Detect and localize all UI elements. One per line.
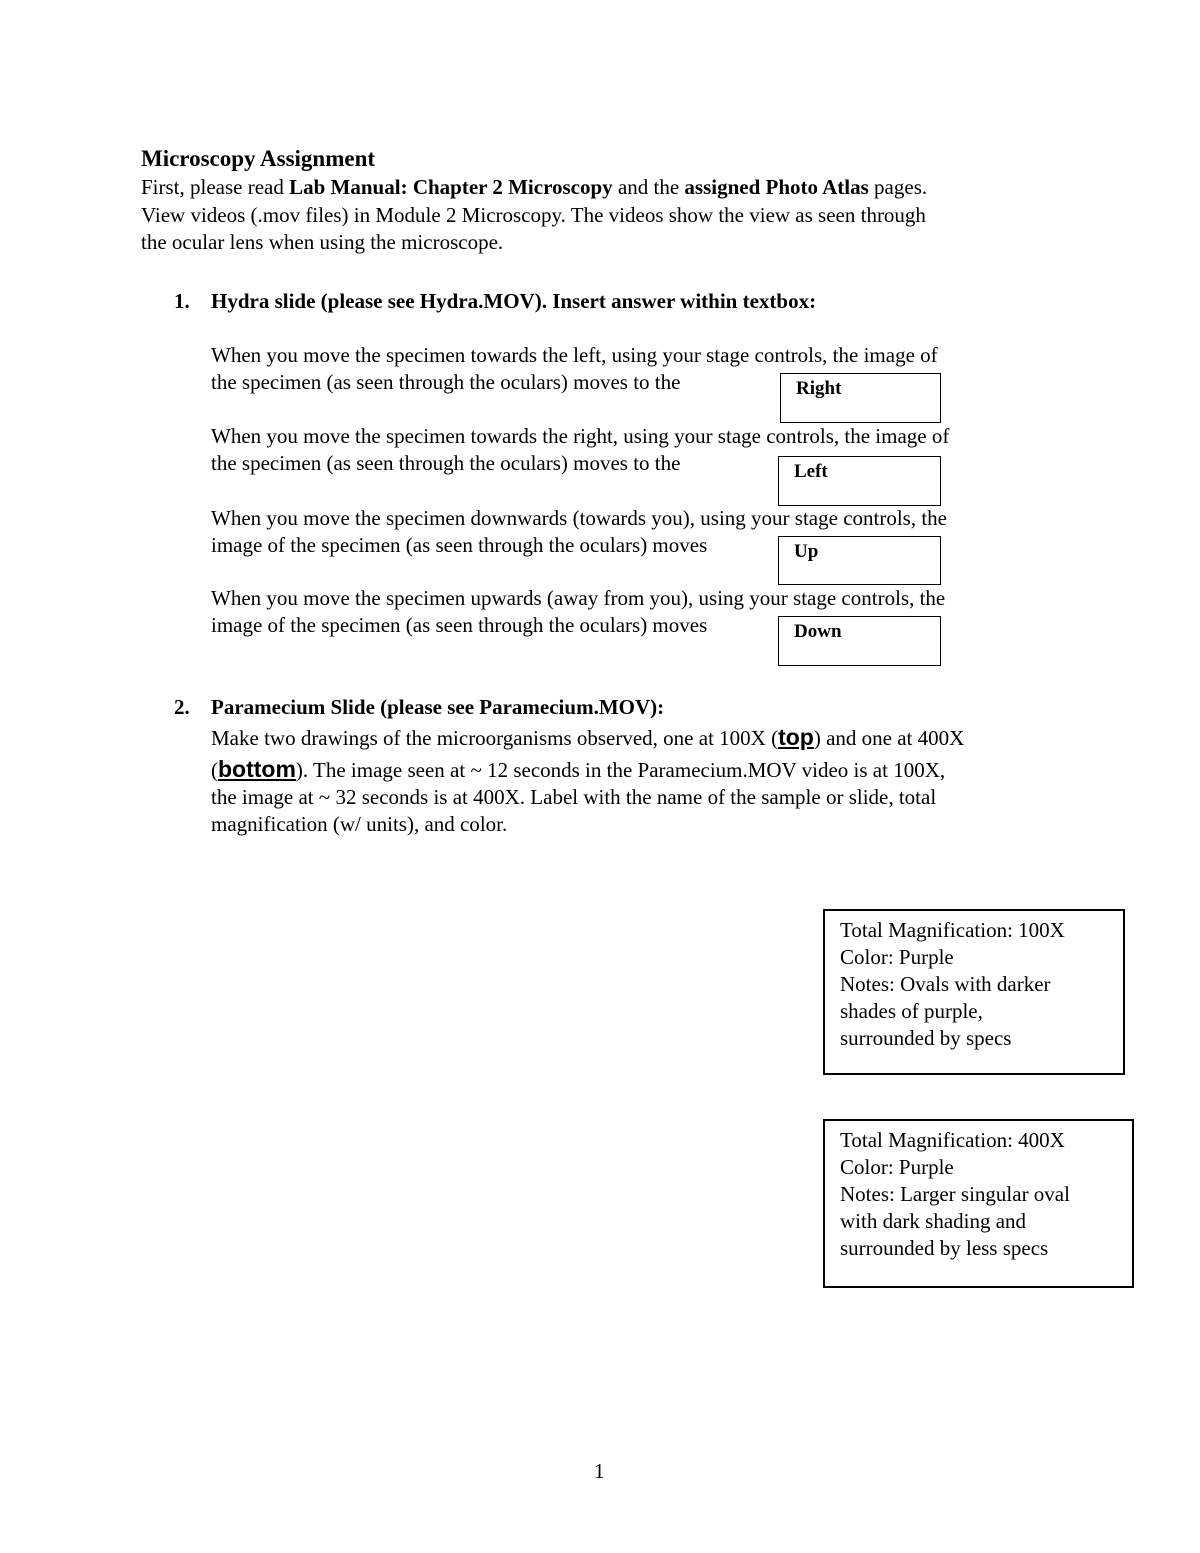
label-box-400x[interactable] bbox=[823, 1119, 1134, 1288]
box-400x-color: Color: Purple bbox=[840, 1155, 954, 1179]
answer-textbox-2[interactable]: Left bbox=[778, 456, 941, 506]
q1-number: 1. bbox=[174, 289, 190, 313]
q2-number: 2. bbox=[174, 695, 190, 719]
q1-item-2-line-1: When you move the specimen towards the right, using your stage controls, the image of bbox=[211, 424, 950, 448]
box-100x-notes-cont: shades of purple, bbox=[840, 999, 983, 1023]
q2-text: ). The image seen at ~ 12 seconds in the Paramecium.MOV video is at 100X, bbox=[295, 758, 946, 782]
q2-line-3: the image at ~ 32 seconds is at 400X. Label with the name of the sample or slide, total bbox=[211, 785, 937, 809]
q2-line-2 bbox=[211, 756, 945, 784]
intro-line-1 bbox=[141, 174, 927, 201]
q2-line-4: magnification (w/ units), and color. bbox=[211, 812, 508, 836]
lab-manual-ref: Lab Manual: Chapter 2 Microscopy bbox=[289, 175, 613, 199]
q1-item-3-line-1: When you move the specimen downwards (towards you), using your stage controls, the bbox=[211, 506, 948, 530]
q1-item-3-line-2: image of the specimen (as seen through the oculars) moves bbox=[211, 533, 708, 557]
q1-item-1-line-2: the specimen (as seen through the oculars) moves to the bbox=[211, 370, 681, 394]
box-400x-notes: Notes: Larger singular oval bbox=[840, 1182, 1070, 1206]
label-box-100x[interactable] bbox=[823, 909, 1125, 1075]
q1-item-4-line-1: When you move the specimen upwards (away from you), using your stage controls, the bbox=[211, 586, 946, 610]
q2-text: Make two drawings of the microorganisms observed, one at 100X ( bbox=[211, 726, 779, 750]
q1-item-1-line-1: When you move the specimen towards the left, using your stage controls, the image of bbox=[211, 343, 938, 367]
box-400x-notes-cont: surrounded by less specs bbox=[840, 1236, 1049, 1260]
page-number: 1 bbox=[594, 1459, 605, 1483]
box-100x-magnification: Total Magnification: 100X bbox=[840, 918, 1065, 942]
box-100x-notes-cont: surrounded by specs bbox=[840, 1026, 1012, 1050]
intro-text: pages. bbox=[868, 175, 928, 199]
intro-line-3: the ocular lens when using the microscope. bbox=[141, 230, 504, 254]
answer-textbox-3[interactable]: Up bbox=[778, 536, 941, 585]
q1-item-2-line-2: the specimen (as seen through the oculars) moves to the bbox=[211, 451, 681, 475]
answer-textbox-4[interactable]: Down bbox=[778, 616, 941, 666]
box-100x-color: Color: Purple bbox=[840, 945, 954, 969]
box-400x-magnification: Total Magnification: 400X bbox=[840, 1128, 1065, 1152]
page-title: Microscopy Assignment bbox=[141, 146, 376, 171]
box-100x-notes: Notes: Ovals with darker bbox=[840, 972, 1051, 996]
box-400x-notes-cont: with dark shading and bbox=[840, 1209, 1027, 1233]
q2-top-label: top bbox=[778, 724, 814, 750]
q2-text: ) and one at 400X bbox=[813, 726, 965, 750]
q2-text: ( bbox=[211, 758, 218, 782]
answer-textbox-1[interactable]: Right bbox=[780, 373, 941, 423]
intro-text: First, please read bbox=[141, 175, 290, 199]
q2-line-1 bbox=[211, 724, 964, 752]
q2-bottom-label: bottom bbox=[218, 756, 296, 782]
photo-atlas-ref: assigned Photo Atlas bbox=[684, 175, 869, 199]
q2-heading: Paramecium Slide (please see Paramecium.MOV): bbox=[211, 695, 665, 719]
q1-heading: Hydra slide (please see Hydra.MOV). Insert answer within textbox: bbox=[211, 289, 817, 313]
q1-item-4-line-2: image of the specimen (as seen through the oculars) moves bbox=[211, 613, 708, 637]
intro-text: and the bbox=[612, 175, 685, 199]
intro-line-2: View videos (.mov files) in Module 2 Microscopy. The videos show the view as seen through bbox=[141, 203, 926, 227]
